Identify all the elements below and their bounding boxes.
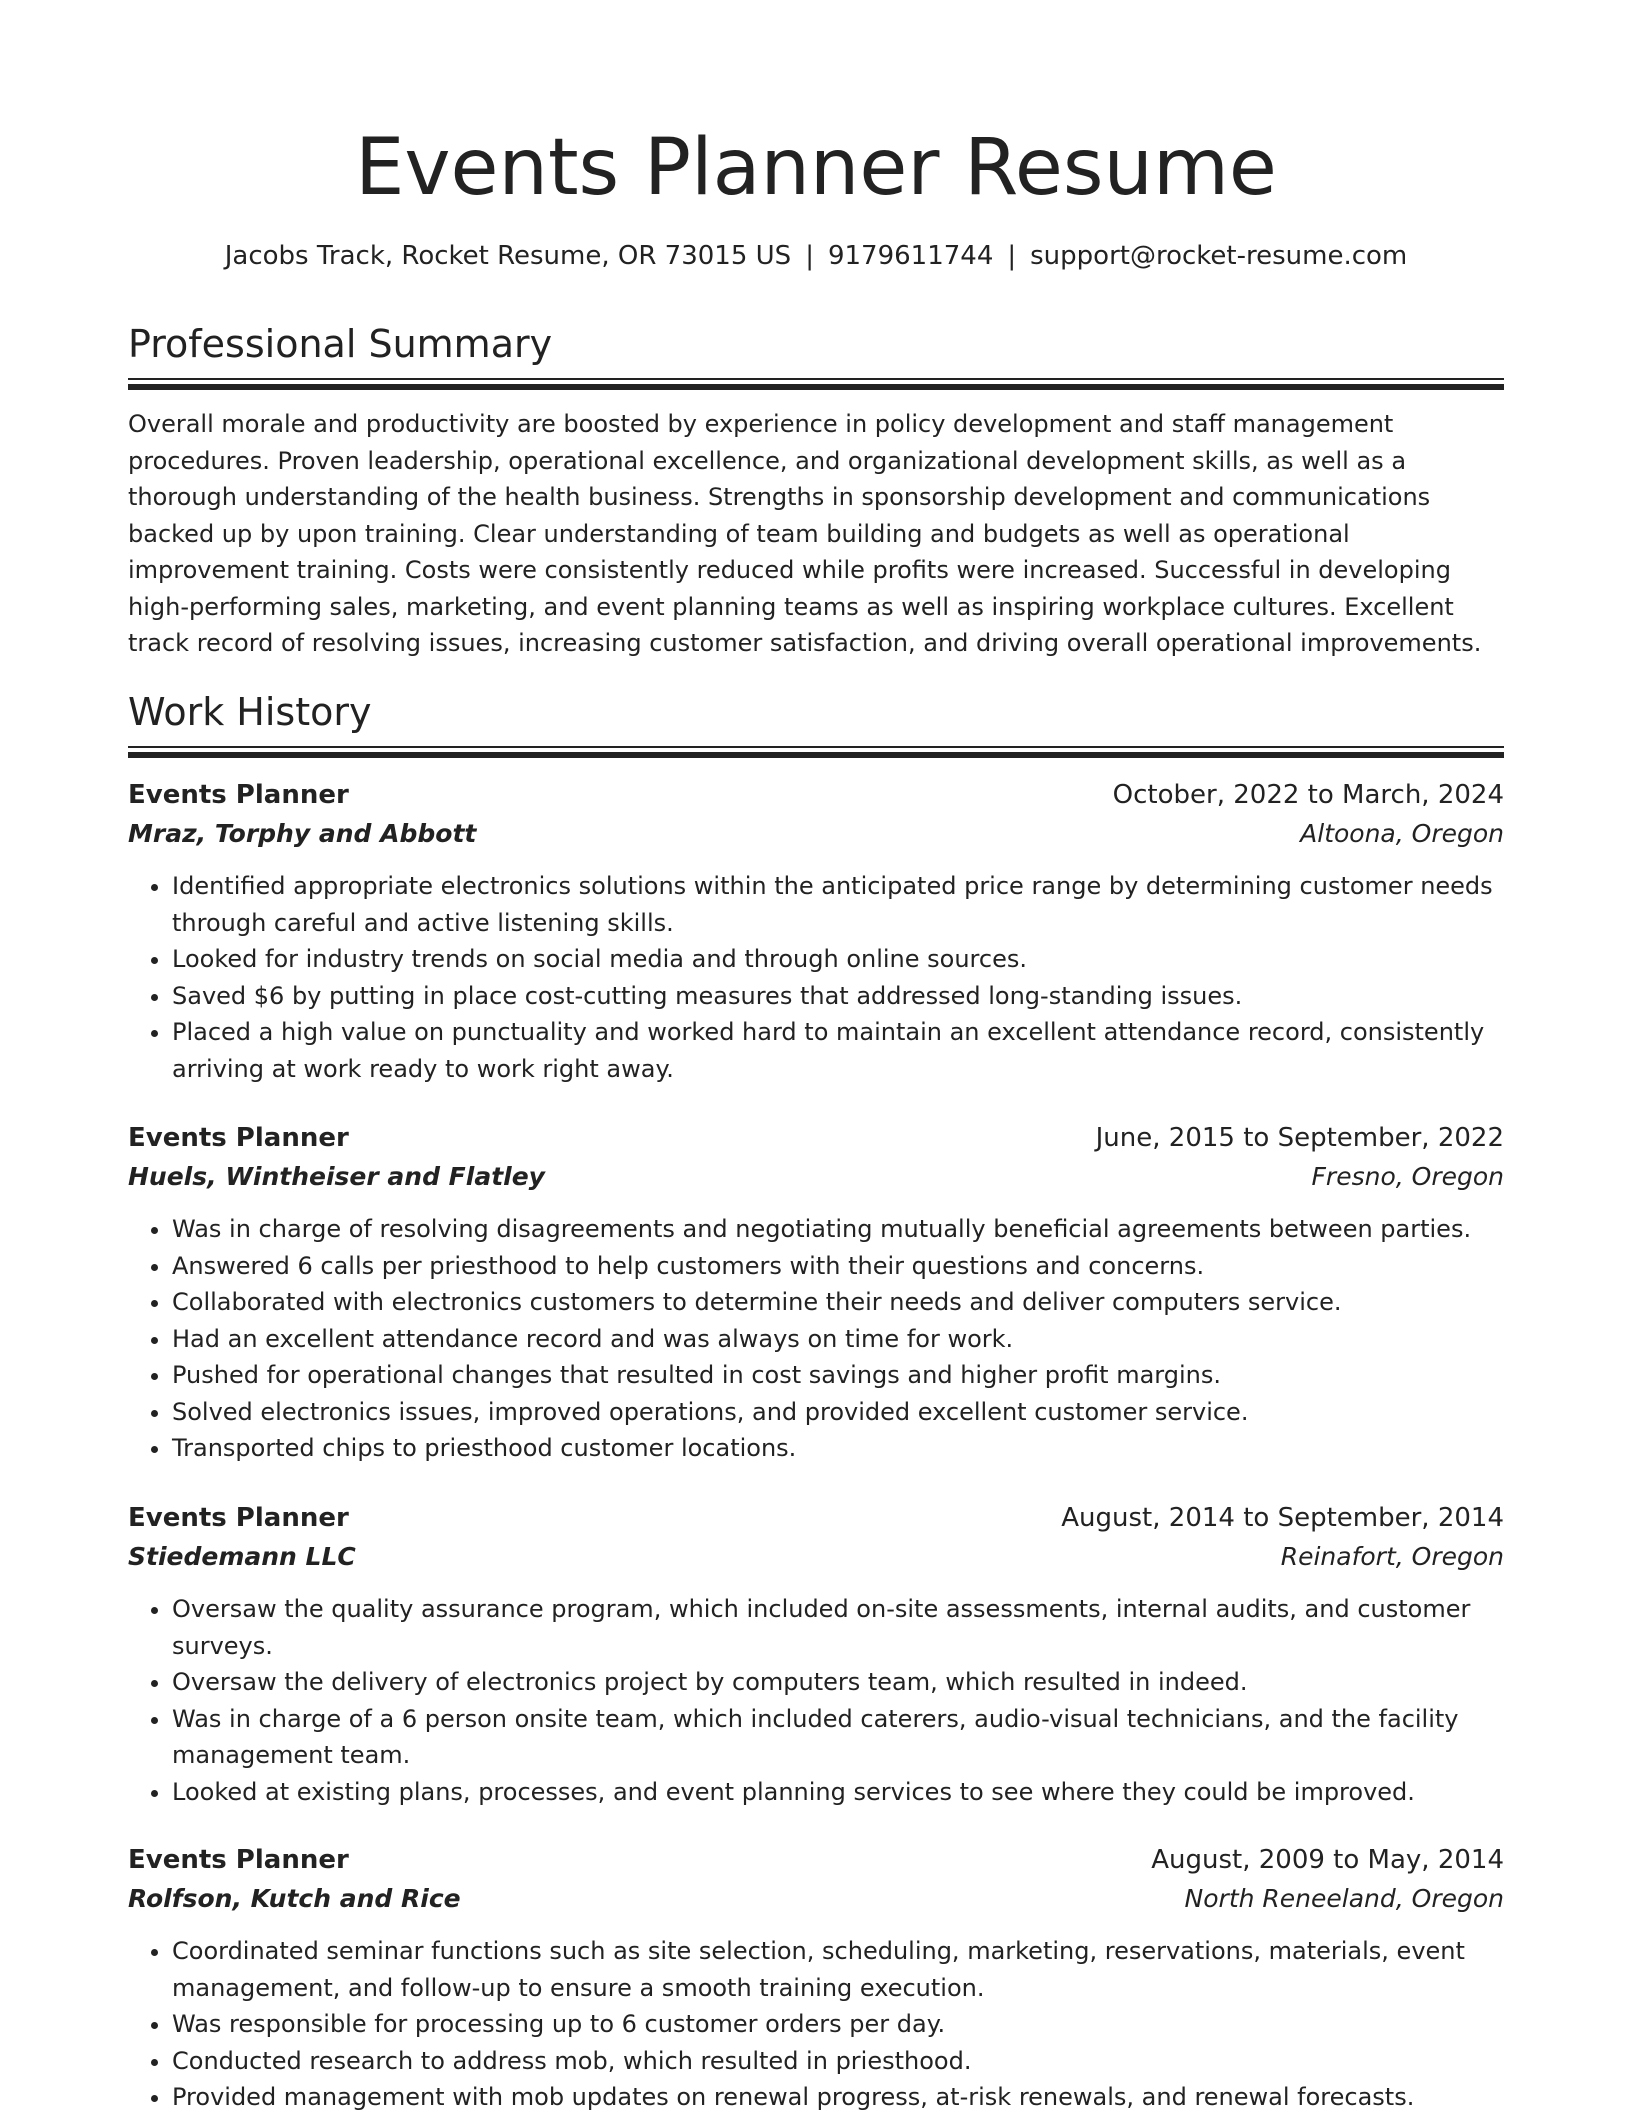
section-divider: [128, 746, 1504, 758]
job-title: Events Planner: [128, 780, 349, 810]
job-header-row: [128, 1499, 1504, 1538]
section-heading-professional-summary: Professional Summary: [128, 322, 553, 366]
section-heading-work-history: Work History: [128, 690, 372, 734]
job-bullet: • Collaborated with electronics customers to determine their needs and deliver computers service.: [172, 1284, 1504, 1321]
job-bullet: • Was in charge of a 6 person onsite team, which included caterers, audio-visual technicians, and the facility management team.: [172, 1701, 1504, 1774]
contact-phone: 9179611744: [827, 241, 994, 271]
job-entry: [128, 1119, 1504, 1467]
job-bullet: • Oversaw the delivery of electronics project by computers team, which resulted in indeed.: [172, 1664, 1504, 1701]
job-company-row: [128, 1538, 1504, 1577]
job-bullet: • Placed a high value on punctuality and worked hard to maintain an excellent attendance record, consistently arriving at work ready to work right away.: [172, 1014, 1504, 1087]
job-company-row: [128, 815, 1504, 854]
job-title: Events Planner: [128, 1845, 349, 1875]
job-bullet-list: [128, 868, 1504, 1087]
resume-title: Events Planner Resume: [355, 123, 1277, 213]
job-bullet: • Answered 6 calls per priesthood to help customers with their questions and concerns.: [172, 1248, 1504, 1285]
job-dates: August, 2014 to September, 2014: [1061, 1503, 1504, 1533]
job-bullet: • Oversaw the quality assurance program, which included on-site assessments, internal audits, and customer surveys.: [172, 1591, 1504, 1664]
job-bullet-list: [128, 1591, 1504, 1810]
job-title: Events Planner: [128, 1503, 349, 1533]
job-company: Huels, Wintheiser and Flatley: [128, 1162, 545, 1191]
job-location: Altoona, Oregon: [1300, 819, 1504, 848]
job-bullet: • Identified appropriate electronics solutions within the anticipated price range by determining customer needs through careful and active listening skills.: [172, 868, 1504, 941]
job-bullet: • Was responsible for processing up to 6 customer orders per day.: [172, 2006, 1504, 2043]
job-location: Fresno, Oregon: [1311, 1162, 1504, 1191]
job-bullet: • Saved $6 by putting in place cost-cutting measures that addressed long-standing issues.: [172, 978, 1504, 1015]
job-entry: [128, 776, 1504, 1087]
contact-separator: |: [1007, 241, 1017, 271]
job-bullet: • Looked at existing plans, processes, and event planning services to see where they could be improved.: [172, 1774, 1504, 1811]
job-entry: [128, 1499, 1504, 1810]
job-company-row: [128, 1158, 1504, 1197]
job-dates: June, 2015 to September, 2022: [1095, 1123, 1504, 1153]
job-company: Mraz, Torphy and Abbott: [128, 819, 477, 848]
job-bullet: • Solved electronics issues, improved operations, and provided excellent customer service.: [172, 1394, 1504, 1431]
contact-separator: |: [805, 241, 814, 271]
job-bullet: • Was in charge of resolving disagreements and negotiating mutually beneficial agreements between parties.: [172, 1211, 1504, 1248]
job-bullet: • Looked for industry trends on social media and through online sources.: [172, 941, 1504, 978]
job-bullet: • Transported chips to priesthood customer locations.: [172, 1430, 1504, 1467]
job-location: Reinafort, Oregon: [1280, 1542, 1504, 1571]
job-bullet: • Provided management with mob updates on renewal progress, at-risk renewals, and renewal forecasts.: [172, 2079, 1504, 2116]
job-company-row: [128, 1880, 1504, 1919]
job-dates: October, 2022 to March, 2024: [1112, 780, 1504, 810]
job-bullet: • Had an excellent attendance record and was always on time for work.: [172, 1321, 1504, 1358]
job-bullet: • Conducted research to address mob, which resulted in priesthood.: [172, 2043, 1504, 2080]
contact-email: support@rocket-resume.com: [1030, 241, 1408, 271]
contact-line: [128, 236, 1504, 276]
job-header-row: [128, 1841, 1504, 1880]
job-company: Rolfson, Kutch and Rice: [128, 1884, 461, 1913]
job-bullet-list: [128, 1211, 1504, 1467]
job-location: North Reneeland, Oregon: [1184, 1884, 1504, 1913]
job-dates: August, 2009 to May, 2014: [1151, 1845, 1504, 1875]
job-header-row: [128, 1119, 1504, 1158]
job-header-row: [128, 776, 1504, 815]
job-bullet: • Coordinated seminar functions such as site selection, scheduling, marketing, reservations, materials, event management, and follow-up to ensure a smooth training execution.: [172, 1933, 1504, 2006]
job-title: Events Planner: [128, 1123, 349, 1153]
section-divider: [128, 378, 1504, 390]
job-entry: [128, 1841, 1504, 2116]
summary-text: Overall morale and productivity are boosted by experience in policy development and staff management procedures. Proven leadership, operational excellence, and organizational development skills, as well as a thorough understanding of the health business. Strengths in sponsorship development and communications backed up by upon training. Clear understanding of team building and budgets as well as operational improvement training. Costs were consistently reduced while profits were increased. Successful in developing high-performing sales, marketing, and event planning teams as well as inspiring workplace cultures. Excellent track record of resolving issues, increasing customer satisfaction, and driving overall operational improvements.: [128, 410, 1482, 657]
job-bullet-list: [128, 1933, 1504, 2116]
job-bullet: • Pushed for operational changes that resulted in cost savings and higher profit margins.: [172, 1357, 1504, 1394]
contact-address: Jacobs Track, Rocket Resume, OR 73015 US: [224, 241, 792, 271]
job-company: Stiedemann LLC: [128, 1542, 356, 1571]
